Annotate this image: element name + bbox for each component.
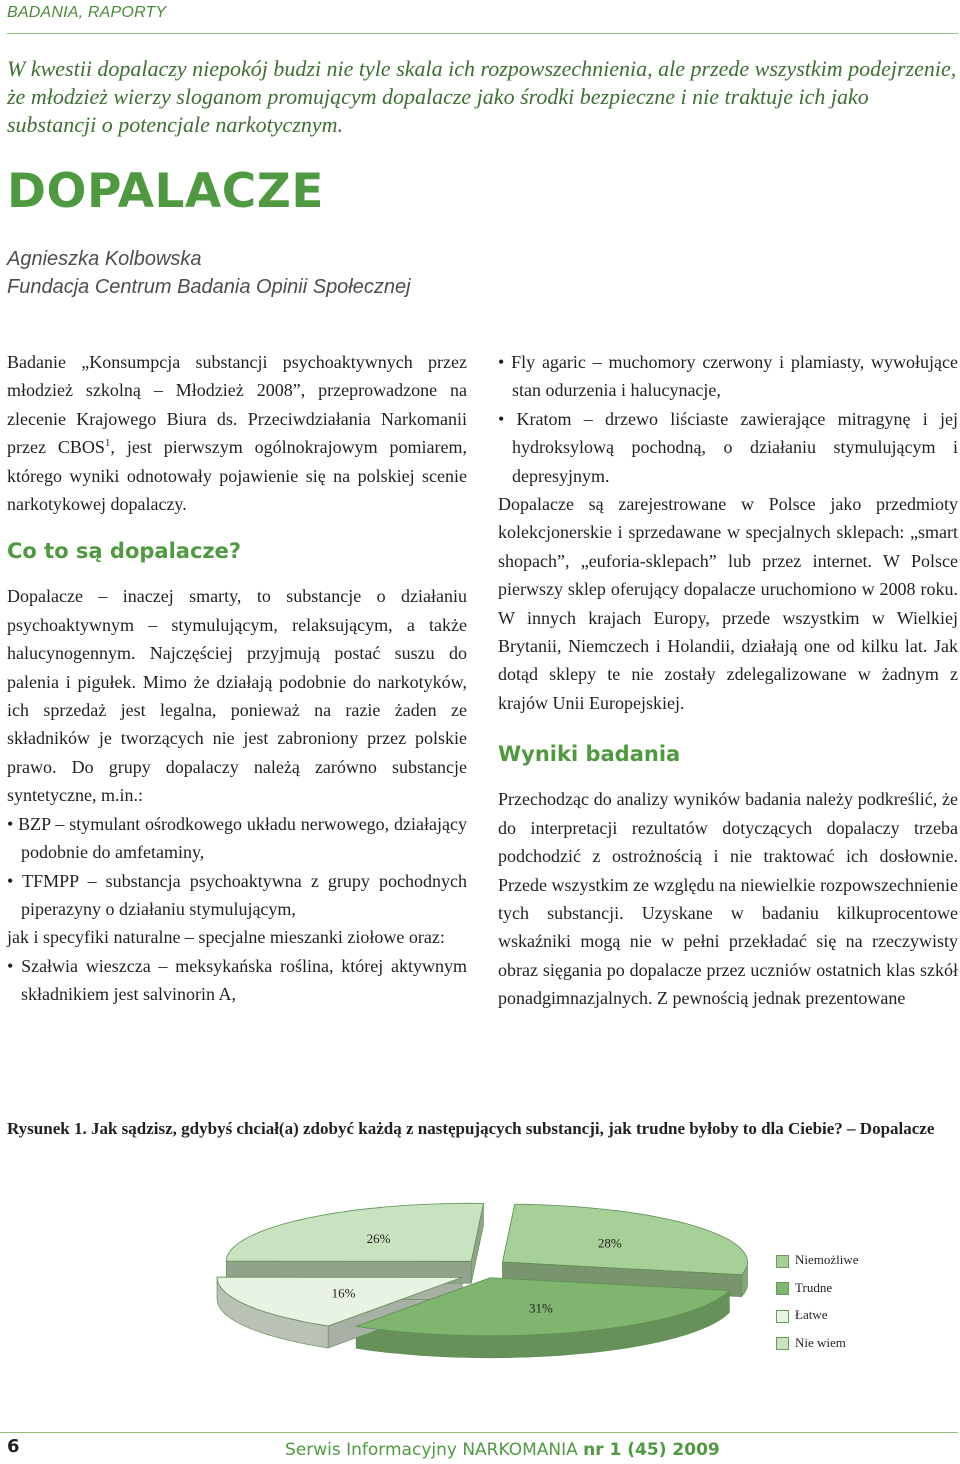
legend-item [776, 1280, 859, 1308]
natural-list-cont [498, 348, 958, 490]
list-item: • Fly agaric – muchomory czerwony i plamiasty, wywołujące stan odurzenia i halucynacje, [498, 348, 958, 405]
right-column [498, 348, 958, 1013]
footnote-ref: 1 [104, 437, 111, 450]
legend-label: Trudne [795, 1279, 833, 1295]
legend-label: Niemożliwe [795, 1252, 859, 1267]
list-item: • Kratom – drzewo liściaste zawierające mitragynę i jej hydroksylową pochodną, o działaniu stymulującym i depresyjnym. [498, 405, 958, 490]
author-affiliation: Fundacja Centrum Badania Opinii Społecznej [7, 276, 411, 298]
registration-paragraph: Dopalacze są zarejestrowane w Polsce jako przedmioty kolekcjonerskie i sprzedawane w specjalnych sklepach: „smart shopach”, „euforia-sklepach” lub przez internet. W Polsce pierwszy sklep oferujący dopalacze uruchomiono w 2008 roku. W innych krajach Europy, przede wszystkim w Wielkiej Brytanii, Niemczech i Holandii, działają one od kilku lat. Jak dotąd sklepy te nie zostały zdelegalizowane w żadnym z krajów Unii Europejskiej. [498, 494, 958, 713]
legend-item [776, 1335, 859, 1363]
legend-swatch [776, 1255, 789, 1268]
pie-slice-1 [503, 1204, 748, 1275]
section-label: BADANIA, RAPORTY [7, 4, 167, 21]
legend-swatch [776, 1310, 789, 1323]
page-number: 6 [7, 1436, 20, 1457]
legend-swatch [776, 1282, 789, 1295]
figure-caption: Rysunek 1. Jak sądzisz, gdybyś chciał(a) zdobyć każdą z następujących substancji, jak trudne byłoby to dla Ciebie? – Dopalacze [7, 1119, 935, 1138]
author-block [7, 245, 411, 301]
pie-data-label: 16% [331, 1285, 356, 1301]
definition-paragraph: Dopalacze – inaczej smarty, to substancje o działaniu psychoaktywnym – stymulującym, relaksującym, a także halucynogennym. Najczęściej przyjmują postać suszu do palenia i pigułek. Mimo że działają podobnie do narkotyków, ich sprzedaż jest legalna, ponieważ na razie żaden ze składników je tworzących nie jest zabroniony przez polskie prawo. Do grupy dopalaczy należą zarówno substancje syntetyczne, m.in.: [7, 586, 467, 806]
natural-list [7, 952, 467, 1009]
list-item: • BZP – stymulant ośrodkowego układu nerwowego, działający podobnie do amfetaminy, [7, 810, 467, 867]
heading-what-are: Co to są dopalacze? [7, 539, 242, 564]
legend-item [776, 1307, 859, 1335]
intro-paragraph: Badanie „Konsumpcja substancji psychoaktywnych przez młodzież szkolną – Młodzież 2008”, przeprowadzone na zlecenie Krajowego Biura ds. Przeciwdziałania Narkomanii przez CBOS$^1$, jest pierwszym ogólnokrajowym pomiarem, którego wyniki odnotowały pojawienie się na polskiej scenie narkotykowej dopalaczy. [7, 352, 468, 515]
results-paragraph: Przechodząc do analizy wyników badania należy podkreślić, że do interpretacji rezultatów dotyczących dopalaczy trzeba podchodzić z ostrożnością i nie traktować ich dosłownie. Przede wszystkim ze względu na niewielkie rozpowszechnienie tych substancji. Uzyskane w badaniu kilkuprocentowe wskaźniki mogą nie w pełni przekładać się na rzeczywisty obraz sięgania po dopalacze przez uczniów ostatnich klas szkół ponadgimnazjalnych. Z pewnością jednak prezentowane [498, 789, 958, 1009]
legend-label: Łatwe [795, 1307, 828, 1322]
legend-item [776, 1252, 859, 1280]
footer-divider [0, 1432, 958, 1433]
pie-data-label: 31% [528, 1300, 553, 1316]
list-item: • TFMPP – substancja psychoaktywna z grupy pochodnych piperazyny o działaniu stymulującym, [7, 867, 467, 924]
natural-intro: jak i specyfiki naturalne – specjalne mieszanki ziołowe oraz: [7, 927, 445, 948]
lead-paragraph: W kwestii dopalaczy niepokój budzi nie tyle skala ich rozpowszechnienia, ale przede wszystkim podejrzenie, że młodzież wierzy sloganom promującym dopalacze jako środki bezpieczne i nie traktuje ich jako substancji o potencjale narkotycznym. [7, 56, 957, 137]
synthetic-list [7, 810, 467, 924]
author-name: Agnieszka Kolbowska [7, 248, 202, 270]
heading-results: Wyniki badania [498, 742, 681, 767]
chart-legend [776, 1252, 859, 1362]
pie-data-label: 28% [597, 1235, 622, 1251]
legend-label: Nie wiem [795, 1334, 846, 1350]
left-column [7, 348, 467, 1009]
pie-data-label: 26% [366, 1231, 391, 1247]
legend-swatch [776, 1337, 789, 1350]
header-divider [7, 33, 958, 34]
article-title: DOPALACZE [7, 164, 324, 219]
pie-slice-4 [226, 1203, 483, 1261]
list-item: • Szałwia wieszcza – meksykańska roślina, której aktywnym składnikiem jest salvinorin A, [7, 952, 467, 1009]
journal-name: Serwis Informacyjny NARKOMANIA nr 1 (45) 2009 [285, 1440, 720, 1460]
